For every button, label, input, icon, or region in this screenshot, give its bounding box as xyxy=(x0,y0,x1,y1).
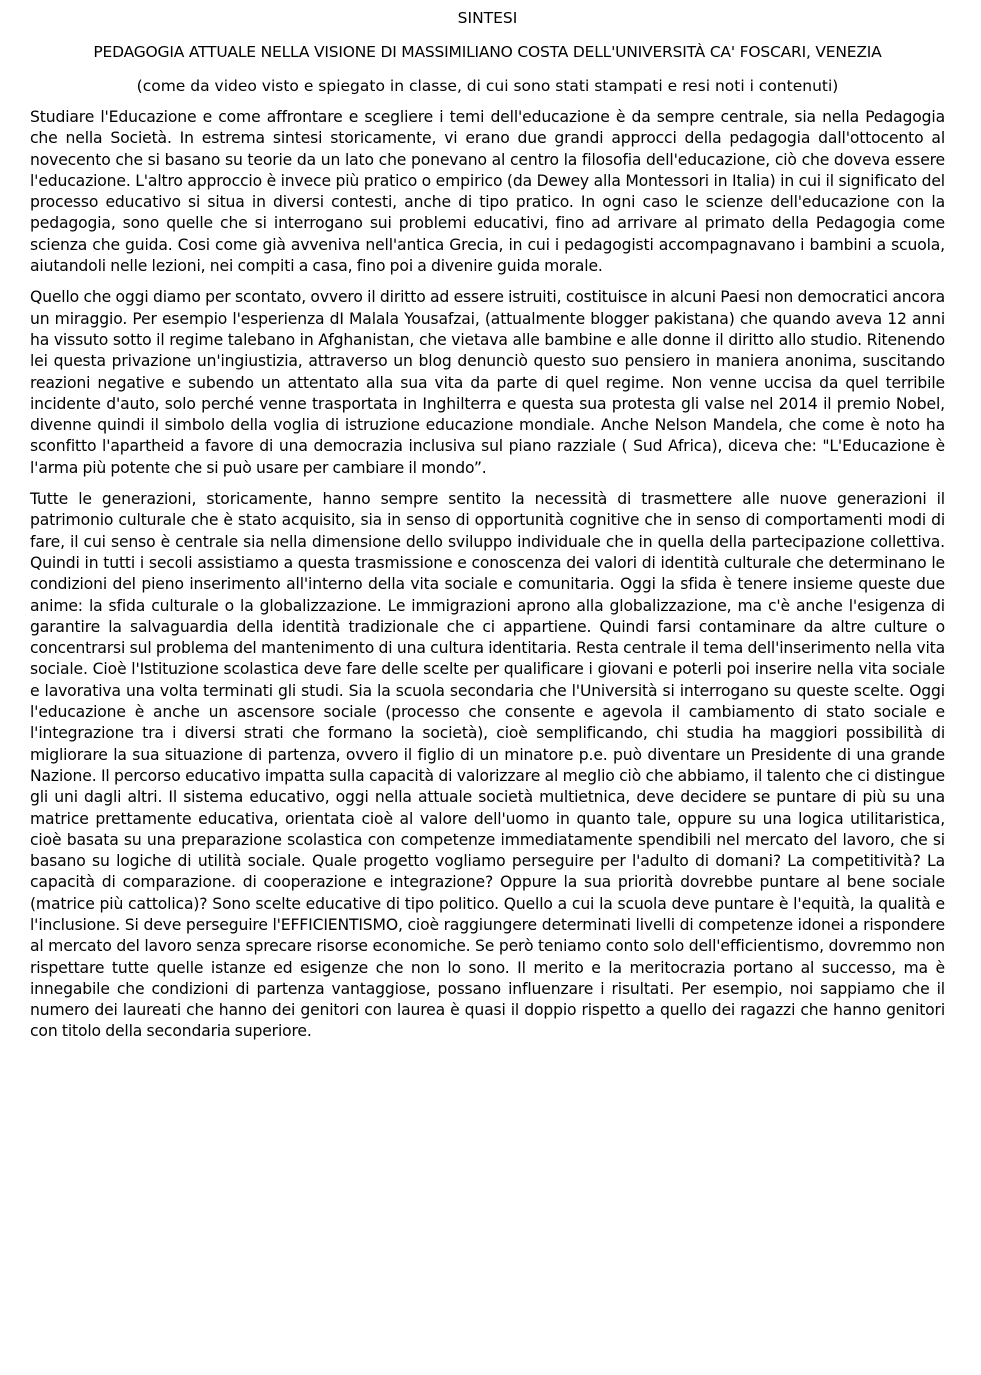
document-subtitle: PEDAGOGIA ATTUALE NELLA VISIONE DI MASSIMILIANO COSTA DELL'UNIVERSITÀ CA' FOSCARI, VENEZIA xyxy=(93,43,882,61)
paragraph-2: Quello che oggi diamo per scontato, ovvero il diritto ad essere istruiti, costituisce in alcuni Paesi non democratici ancora un miraggio. Per esempio l'esperienza dI Malala Yousafzai, (attualmente blogger pakistana) che quando aveva 12 anni ha vissuto sotto il regime talebano in Afghanistan, che vietava alle bambine e alle donne il diritto allo studio. Ritenendo lei questa privazione un'ingiustizia, attraverso un blog denunciò questo suo pensiero in maniera anonima, suscitando reazioni negative e subendo un attentato alla sua vita da parte di quel regime. Non venne uccisa da quel terribile incidente d'auto, solo perché venne trasportata in Inghilterra e questa sua protesta gli valse nel 2014 il premio Nobel, divenne quindi il simbolo della voglia di istruzione educazione mondiale. Anche Nelson Mandela, che come è noto ha sconfitto l'apartheid a favore di una democrazia inclusiva sul piano razziale ( Sud Africa), diceva che: "L'Educazione è l'arma più potente che si può usare per cambiare il mondo”. xyxy=(30,288,945,477)
paragraph-3: Tutte le generazioni, storicamente, hanno sempre sentito la necessità di trasmettere alle nuove generazioni il patrimonio culturale che è stato acquisito, sia in senso di opportunità cognitive che in senso di comportamenti modi di fare, il cui senso è centrale sia nella dimensione dello sviluppo individuale che in quella della partecipazione collettiva. Quindi in tutti i secoli assistiamo a questa trasmissione e conoscenza dei valori di identità culturale che determinano le condizioni del pieno inserimento all'interno della vita sociale e comunitaria. Oggi la sfida è tenere insieme queste due anime: la sfida culturale o la globalizzazione. Le immigrazioni aprono alla globalizzazione, ma c'è anche l'esigenza di garantire la salvaguardia della identità tradizionale che ci appartiene. Quindi farsi contaminare da altre culture o concentrarsi sul problema del mantenimento di una cultura identitaria. Resta centrale il tema dell'inserimento nella vita sociale. Cioè l'Istituzione scolastica deve fare delle scelte per qualificare i giovani e poterli poi inserire nella vita sociale e lavorativa una volta terminati gli studi. Sia la scuola secondaria che l'Università si interrogano su queste scelte. Oggi l'educazione è anche un ascensore sociale (processo che consente e agevola il cambiamento di stato sociale e l'integrazione tra i diversi strati che formano la società), cioè semplificando, chi studia ha maggiori possibilità di migliorare la sua situazione di partenza, ovvero il figlio di un minatore p.e. può diventare un Presidente di una grande Nazione. Il percorso educativo impatta sulla capacità di valorizzare al meglio ciò che abbiamo, il talento che ci distingue gli uni dagli altri. Il sistema educativo, oggi nella attuale società multietnica, deve decidere se puntare di più su una matrice prettamente educativa, orientata cioè al valore dell'uomo in quanto tale, oppure su una logica utilitaristica, cioè basata su una preparazione scolastica con competenze immediatamente spendibili nel mercato del lavoro, che si basano su logiche di utilità sociale. Quale progetto vogliamo perseguire per l'adulto di domani? La competitività? La capacità di comparazione. di cooperazione e integrazione? Oppure la sua priorità dovrebbe puntare al bene sociale (matrice più cattolica)? Sono scelte educative di tipo politico. Quello a cui la scuola deve puntare è l'equità, la qualità e l'inclusione. Si deve perseguire l'EFFICIENTISMO, cioè raggiungere determinati livelli di competenze idonei a rispondere al mercato del lavoro senza sprecare risorse economiche. Se però teniamo conto solo dell'efficientismo, dovremmo non rispettare tutte quelle istanze ed esigenze che non lo sono. Il merito e la meritocrazia portano al successo, ma è innegabile che condizioni di partenza vantaggiose, possano influenzare i risultati. Per esempio, noi sappiamo che il numero dei laureati che hanno dei genitori con laurea è quasi il doppio rispetto a quello dei ragazzi che hanno genitori con titolo della secondaria superiore. xyxy=(30,490,945,1041)
document-note: (come da video visto e spiegato in classe, di cui sono stati stampati e resi noti i contenuti) xyxy=(136,77,839,95)
paragraph-1: Studiare l'Educazione e come affrontare e scegliere i temi dell'educazione è da sempre centrale, sia nella Pedagogia che nella Società. In estrema sintesi storicamente, vi erano due grandi approcci della pedagogia dall'ottocento al novecento che si basano su teorie da un lato che ponevano al centro la filosofia dell'educazione, ciò che doveva essere l'educazione. L'altro approccio è invece più pratico o empirico (da Dewey alla Montessori in Italia) in cui il significato del processo educativo si situa in diversi contesti, anche di tipo pratico. In ogni caso le scienze dell'educazione con la pedagogia, sono quelle che si interrogano sui problemi educativi, fino ad arrivare al primato della Pedagogia come scienza che guida. Cosi come già avveniva nell'antica Grecia, in cui i pedagogisti accompagnavano i bambini a scuola, aiutandoli nelle lezioni, nei compiti a casa, fino poi a divenire guida morale. xyxy=(30,108,945,276)
document-body xyxy=(30,107,945,1043)
document-title: SINTESI xyxy=(457,9,518,27)
